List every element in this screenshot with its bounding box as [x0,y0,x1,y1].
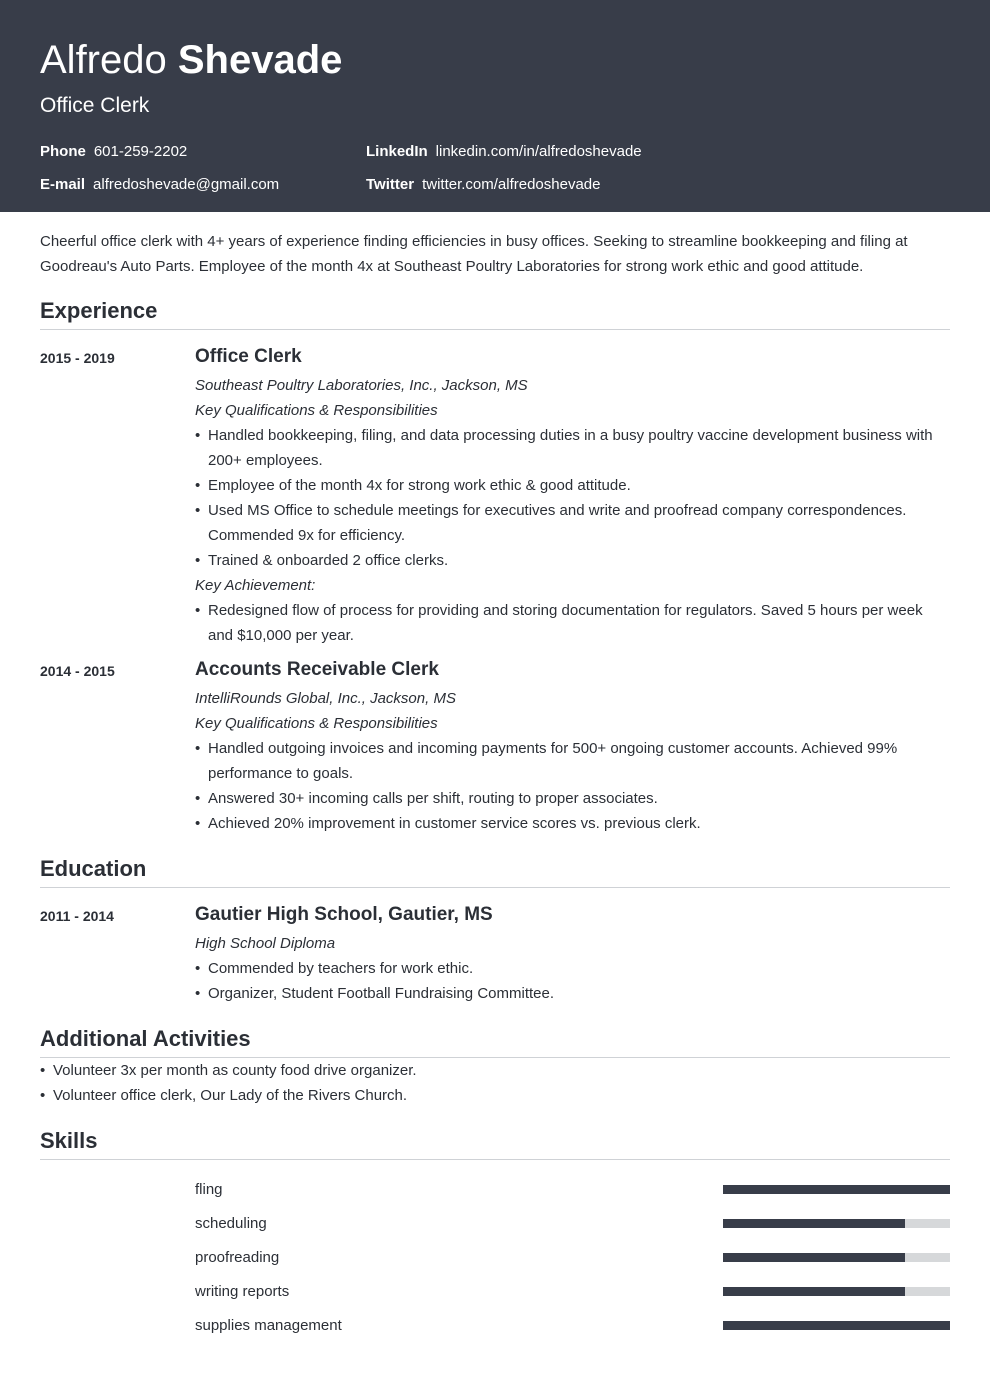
skill-name: fling [195,1180,223,1198]
skill-row [40,1240,950,1274]
job-title: Accounts Receivable Clerk [195,659,439,680]
skill-row [40,1308,950,1342]
skill-level-fill [723,1219,905,1228]
entry-dates: 2014 - 2015 [40,663,115,679]
twitter-value: twitter.com/alfredoshevade [422,176,601,193]
responsibilities-list [195,736,950,836]
skill-row [40,1206,950,1240]
list-item: • Handled bookkeeping, filing, and data processing duties in a busy poultry vaccine development business with 200+ employees. [195,423,950,473]
experience-entry [40,344,950,648]
skill-level-bar [723,1321,950,1330]
summary: Cheerful office clerk with 4+ years of experience finding efficiencies in busy offices. Seeking to streamline bookkeeping and filing at Goodreau's Auto Parts. Employee of the month 4x at Southeast Poultry Laboratories for strong work ethic and good attitude. [40,233,908,275]
skill-level-fill [723,1321,950,1330]
skill-level-fill [723,1185,950,1194]
resume-header [0,0,990,212]
education-entry [40,902,950,1006]
education-list [195,956,950,1006]
skill-name: writing reports [195,1282,290,1300]
skill-name: scheduling [195,1214,267,1232]
list-item: • Volunteer 3x per month as county food drive organizer. [40,1058,950,1083]
experience-heading: Experience [40,298,950,330]
skill-row [40,1172,950,1206]
skill-level-fill [723,1287,905,1296]
contact-linkedin [366,143,642,161]
contact-phone [40,143,187,161]
list-item: • Employee of the month 4x for strong work ethic & good attitude. [195,473,950,498]
resume-body [0,229,990,1342]
list-item: • Trained & onboarded 2 office clerks. [195,548,950,573]
twitter-label: Twitter [366,176,415,193]
qualifications-heading: Key Qualifications & Responsibilities [195,715,438,732]
email-value: alfredoshevade@gmail.com [93,176,280,193]
achievements-list [195,598,950,648]
education-heading: Education [40,856,950,888]
skill-level-bar [723,1185,950,1194]
candidate-title: Office Clerk [40,94,150,117]
company-name: Southeast Poultry Laboratories, Inc., Jackson, MS [195,377,528,394]
skill-level-bar [723,1253,950,1262]
job-title: Office Clerk [195,346,302,367]
entry-dates: 2011 - 2014 [40,908,114,924]
phone-label: Phone [40,143,86,160]
last-name: Shevade [177,38,343,82]
company-name: IntelliRounds Global, Inc., Jackson, MS [195,690,456,707]
experience-entry [40,657,950,836]
list-item: • Handled outgoing invoices and incoming payments for 500+ ongoing customer accounts. Achieved 99% performance to goals. [195,736,950,786]
email-label: E-mail [40,176,86,193]
skill-name: proofreading [195,1248,280,1266]
first-name: Alfredo [40,38,167,82]
list-item: • Volunteer office clerk, Our Lady of the Rivers Church. [40,1083,950,1108]
contact-twitter [366,176,601,194]
linkedin-value: linkedin.com/in/alfredoshevade [435,143,642,160]
degree: High School Diploma [195,935,336,952]
skill-name: supplies management [195,1316,342,1334]
responsibilities-list [195,423,950,573]
list-item: • Answered 30+ incoming calls per shift, routing to proper associates. [195,786,950,811]
list-item: • Achieved 20% improvement in customer service scores vs. previous clerk. [195,811,950,836]
phone-value: 601-259-2202 [93,143,188,160]
list-item: • Organizer, Student Football Fundraising Committee. [195,981,950,1006]
skill-level-bar [723,1287,950,1296]
list-item: • Commended by teachers for work ethic. [195,956,950,981]
activities-heading: Additional Activities [40,1026,950,1058]
entry-body [195,902,950,1006]
skills-list [40,1172,950,1342]
qualifications-heading: Key Qualifications & Responsibilities [195,402,438,419]
skill-level-fill [723,1253,905,1262]
list-item: • Used MS Office to schedule meetings for executives and write and proofread company correspondences. Commended 9x for efficiency. [195,498,950,548]
activities-list [40,1058,950,1108]
contact-email [40,176,279,194]
linkedin-label: LinkedIn [366,143,428,160]
skills-heading: Skills [40,1128,950,1160]
entry-body [195,657,950,836]
skill-row [40,1274,950,1308]
candidate-name [40,36,950,84]
list-item: • Redesigned flow of process for providing and storing documentation for regulators. Saved 5 hours per week and $10,000 per year. [195,598,950,648]
entry-dates: 2015 - 2019 [40,350,115,366]
school-name: Gautier High School, Gautier, MS [195,904,493,925]
skill-level-bar [723,1219,950,1228]
entry-body [195,344,950,648]
achievement-heading: Key Achievement: [195,577,316,594]
